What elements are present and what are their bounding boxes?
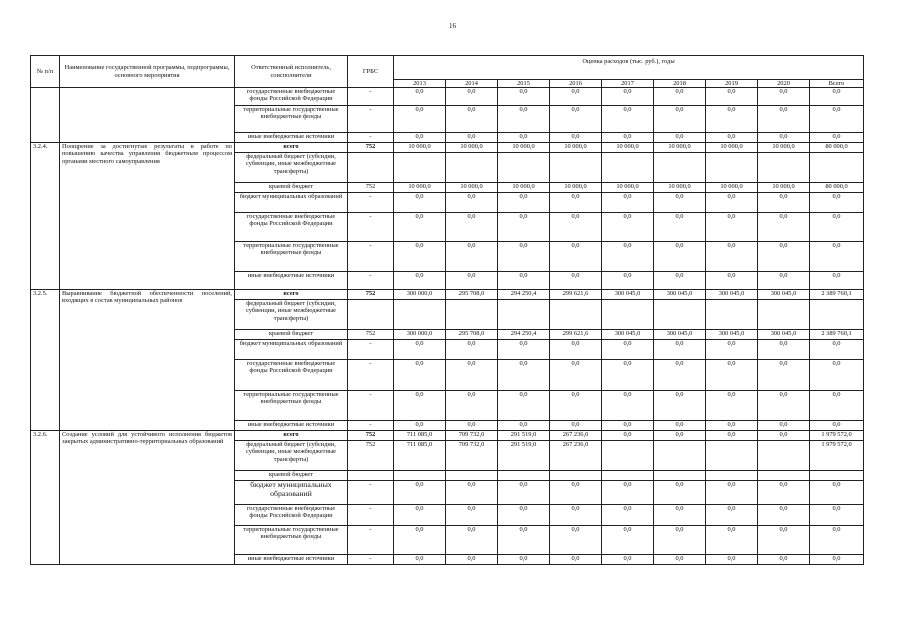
header-year: 2014 (446, 80, 498, 88)
funding-source: бюджет муниципальных образований (235, 193, 348, 213)
year-value: 0,0 (706, 555, 758, 565)
funding-source: государственные внебюджетные фонды Российской Федерации (235, 88, 348, 106)
year-value: 709 732,0 (446, 441, 498, 471)
year-value (602, 153, 654, 183)
year-value: 0,0 (654, 391, 706, 421)
year-value: 0,0 (706, 213, 758, 242)
year-value: 0,0 (706, 391, 758, 421)
total-value: 0,0 (810, 421, 864, 431)
year-value: 0,0 (758, 340, 810, 360)
year-value: 0,0 (706, 193, 758, 213)
year-value: 0,0 (706, 526, 758, 555)
total-value: 80 000,0 (810, 183, 864, 193)
year-value: 0,0 (602, 340, 654, 360)
year-value: 0,0 (706, 421, 758, 431)
grbs-code: - (348, 481, 394, 505)
year-value: 0,0 (706, 505, 758, 526)
year-value: 0,0 (758, 481, 810, 505)
year-value: 299 621,6 (550, 290, 602, 300)
year-value: 0,0 (550, 391, 602, 421)
grbs-code (348, 300, 394, 330)
year-value: 0,0 (758, 213, 810, 242)
year-value: 0,0 (550, 481, 602, 505)
year-value: 0,0 (706, 272, 758, 290)
year-value: 0,0 (498, 106, 550, 133)
year-value: 0,0 (706, 340, 758, 360)
year-value: 10 000,0 (758, 143, 810, 153)
year-value (758, 441, 810, 471)
grbs-code: - (348, 133, 394, 143)
year-value: 300 045,0 (654, 330, 706, 340)
total-value: 2 389 760,1 (810, 330, 864, 340)
total-value: 0,0 (810, 106, 864, 133)
year-value (394, 471, 446, 481)
year-value: 10 000,0 (446, 143, 498, 153)
total-value (810, 471, 864, 481)
year-value (654, 441, 706, 471)
year-value: 10 000,0 (550, 183, 602, 193)
total-value: 0,0 (810, 133, 864, 143)
year-value: 0,0 (654, 526, 706, 555)
year-value (498, 153, 550, 183)
year-value: 0,0 (550, 213, 602, 242)
funding-source: иные внебюджетные источники (235, 421, 348, 431)
item-number (31, 88, 60, 143)
year-value: 10 000,0 (706, 183, 758, 193)
year-value: 0,0 (550, 193, 602, 213)
header-name: Наименование государственной программы, подпрограммы, основного мероприятия (60, 56, 235, 88)
funding-source: иные внебюджетные источники (235, 555, 348, 565)
year-value (446, 153, 498, 183)
year-value: 0,0 (706, 360, 758, 391)
year-value: 0,0 (394, 272, 446, 290)
year-value: 0,0 (602, 106, 654, 133)
year-value: 0,0 (758, 360, 810, 391)
year-value: 0,0 (602, 421, 654, 431)
year-value (550, 300, 602, 330)
program-title: Выравнивание бюджетной обеспеченности поселений, входящих в состав муниципальных районов (60, 290, 235, 431)
year-value (394, 300, 446, 330)
year-value: 0,0 (550, 505, 602, 526)
year-value: 0,0 (602, 242, 654, 272)
item-number: 3.2.6. (31, 431, 60, 565)
year-value: 0,0 (446, 360, 498, 391)
total-value: 1 979 572,0 (810, 431, 864, 441)
year-value (654, 471, 706, 481)
year-value: 0,0 (550, 242, 602, 272)
header-year: 2017 (602, 80, 654, 88)
year-value: 10 000,0 (706, 143, 758, 153)
grbs-code: - (348, 242, 394, 272)
funding-source: иные внебюджетные источники (235, 272, 348, 290)
total-value: 0,0 (810, 340, 864, 360)
year-value: 709 732,0 (446, 431, 498, 441)
year-value: 0,0 (654, 481, 706, 505)
year-value: 300 045,0 (706, 330, 758, 340)
year-value (446, 300, 498, 330)
grbs-code: - (348, 193, 394, 213)
year-value: 300 045,0 (758, 330, 810, 340)
year-value: 0,0 (758, 133, 810, 143)
year-value: 0,0 (498, 242, 550, 272)
year-value: 300 045,0 (602, 290, 654, 300)
year-value: 0,0 (498, 526, 550, 555)
year-value: 0,0 (758, 193, 810, 213)
year-value: 0,0 (550, 421, 602, 431)
year-value (394, 153, 446, 183)
year-value: 0,0 (446, 106, 498, 133)
year-value: 10 000,0 (498, 143, 550, 153)
year-value: 0,0 (602, 88, 654, 106)
grbs-code: 752 (348, 183, 394, 193)
year-value: 0,0 (758, 88, 810, 106)
year-value (758, 471, 810, 481)
year-value: 300 000,0 (394, 290, 446, 300)
year-value: 0,0 (394, 391, 446, 421)
year-value: 0,0 (654, 242, 706, 272)
grbs-code: - (348, 505, 394, 526)
year-value: 0,0 (498, 193, 550, 213)
header-year: 2020 (758, 80, 810, 88)
total-value: 2 389 760,1 (810, 290, 864, 300)
year-value: 0,0 (654, 193, 706, 213)
year-value: 300 045,0 (758, 290, 810, 300)
grbs-code: - (348, 360, 394, 391)
year-value (602, 471, 654, 481)
year-value: 0,0 (394, 526, 446, 555)
year-value: 0,0 (498, 88, 550, 106)
year-value: 0,0 (550, 88, 602, 106)
year-value: 0,0 (446, 213, 498, 242)
grbs-code: 752 (348, 330, 394, 340)
year-value: 0,0 (446, 555, 498, 565)
funding-source: территориальные государственные внебюджетные фонды (235, 391, 348, 421)
grbs-code: 752 (348, 290, 394, 300)
year-value (498, 471, 550, 481)
item-number: 3.2.4. (31, 143, 60, 290)
funding-source: бюджет муниципальных образований (235, 340, 348, 360)
year-value: 0,0 (394, 88, 446, 106)
header-responsible: Ответственный исполнитель, соисполнители (235, 56, 348, 88)
funding-source: бюджет муниципальных образований (235, 481, 348, 505)
year-value: 0,0 (394, 505, 446, 526)
year-value (550, 153, 602, 183)
total-value: 0,0 (810, 193, 864, 213)
year-value: 267 236,0 (550, 431, 602, 441)
year-value: 0,0 (394, 481, 446, 505)
item-number: 3.2.5. (31, 290, 60, 431)
year-value: 0,0 (758, 421, 810, 431)
funding-source: краевой бюджет (235, 330, 348, 340)
year-value: 0,0 (706, 431, 758, 441)
year-value (706, 153, 758, 183)
funding-source: государственные внебюджетные фонды Российской Федерации (235, 213, 348, 242)
year-value (706, 441, 758, 471)
total-value: 0,0 (810, 242, 864, 272)
year-value (550, 471, 602, 481)
year-value: 0,0 (550, 340, 602, 360)
year-value: 0,0 (394, 360, 446, 391)
header-estimate: Оценка расходов (тыс. руб.), годы (394, 56, 864, 80)
program-title: Создание условий для устойчивого исполнения бюджетов закрытых административно-территориальных образований (60, 431, 235, 565)
year-value: 0,0 (654, 555, 706, 565)
year-value: 0,0 (394, 421, 446, 431)
year-value (602, 300, 654, 330)
year-value: 0,0 (446, 481, 498, 505)
year-value: 0,0 (706, 481, 758, 505)
year-value: 10 000,0 (758, 183, 810, 193)
year-value: 10 000,0 (550, 143, 602, 153)
total-value: 0,0 (810, 391, 864, 421)
year-value: 0,0 (498, 360, 550, 391)
year-value: 711 085,0 (394, 441, 446, 471)
year-value: 711 085,0 (394, 431, 446, 441)
total-value: 0,0 (810, 481, 864, 505)
year-value: 10 000,0 (602, 143, 654, 153)
total-value: 0,0 (810, 213, 864, 242)
table-row (31, 431, 864, 441)
year-value: 0,0 (706, 88, 758, 106)
year-value (758, 153, 810, 183)
funding-source: федеральный бюджет (субсидии, субвенции, иные межбюджетные трансферты) (235, 153, 348, 183)
year-value: 0,0 (602, 360, 654, 391)
total-value: 1 979 572,0 (810, 441, 864, 471)
year-value: 0,0 (498, 391, 550, 421)
year-value: 300 045,0 (654, 290, 706, 300)
year-value: 0,0 (498, 133, 550, 143)
year-value: 0,0 (498, 555, 550, 565)
year-value: 0,0 (654, 431, 706, 441)
year-value (602, 441, 654, 471)
year-value: 0,0 (654, 505, 706, 526)
year-value: 0,0 (550, 106, 602, 133)
year-value: 0,0 (446, 193, 498, 213)
grbs-code: 752 (348, 441, 394, 471)
table-row (31, 88, 864, 106)
year-value: 0,0 (654, 340, 706, 360)
total-value: 0,0 (810, 505, 864, 526)
program-title (60, 88, 235, 143)
year-value: 0,0 (758, 555, 810, 565)
year-value: 0,0 (758, 242, 810, 272)
year-value: 300 045,0 (706, 290, 758, 300)
year-value: 300 045,0 (602, 330, 654, 340)
funding-source: государственные внебюджетные фонды Российской Федерации (235, 360, 348, 391)
year-value: 0,0 (654, 133, 706, 143)
header-year: 2013 (394, 80, 446, 88)
year-value: 0,0 (446, 242, 498, 272)
year-value: 0,0 (498, 340, 550, 360)
year-value: 294 250,4 (498, 330, 550, 340)
year-value (758, 300, 810, 330)
grbs-code: - (348, 526, 394, 555)
year-value: 0,0 (654, 106, 706, 133)
year-value: 295 708,0 (446, 330, 498, 340)
grbs-code: 752 (348, 431, 394, 441)
table-row (31, 143, 864, 153)
funding-source: территориальные государственные внебюджетные фонды (235, 242, 348, 272)
year-value: 10 000,0 (394, 143, 446, 153)
year-value: 0,0 (394, 193, 446, 213)
year-value: 0,0 (550, 133, 602, 143)
year-value: 10 000,0 (654, 183, 706, 193)
year-value (706, 471, 758, 481)
year-value: 0,0 (602, 213, 654, 242)
header-year: 2015 (498, 80, 550, 88)
year-value: 294 250,4 (498, 290, 550, 300)
grbs-code: 752 (348, 143, 394, 153)
year-value: 0,0 (394, 106, 446, 133)
program-title: Поощрение за достигнутые результаты в работе по повышению качества управления бюджетным процессом органами местного самоуправления (60, 143, 235, 290)
total-value: 0,0 (810, 526, 864, 555)
total-value: 0,0 (810, 88, 864, 106)
year-value: 0,0 (602, 391, 654, 421)
year-value: 0,0 (550, 272, 602, 290)
year-value: 0,0 (758, 505, 810, 526)
year-value (654, 300, 706, 330)
year-value: 0,0 (706, 106, 758, 133)
total-value (810, 300, 864, 330)
funding-source: всего (235, 431, 348, 441)
year-value: 0,0 (602, 133, 654, 143)
grbs-code: - (348, 106, 394, 133)
funding-source: краевой бюджет (235, 471, 348, 481)
year-value: 0,0 (446, 272, 498, 290)
year-value: 291 519,0 (498, 441, 550, 471)
year-value: 0,0 (394, 213, 446, 242)
grbs-code (348, 153, 394, 183)
grbs-code: - (348, 340, 394, 360)
header-year: 2019 (706, 80, 758, 88)
year-value: 0,0 (498, 481, 550, 505)
header-num: № п/п (31, 56, 60, 88)
year-value: 0,0 (654, 272, 706, 290)
year-value: 295 708,0 (446, 290, 498, 300)
year-value: 291 519,0 (498, 431, 550, 441)
total-value: 80 000,0 (810, 143, 864, 153)
header-year: 2018 (654, 80, 706, 88)
year-value: 0,0 (550, 526, 602, 555)
year-value: 0,0 (446, 505, 498, 526)
year-value: 267 236,0 (550, 441, 602, 471)
year-value (498, 300, 550, 330)
grbs-code: - (348, 88, 394, 106)
year-value: 0,0 (446, 526, 498, 555)
year-value: 0,0 (394, 340, 446, 360)
year-value: 0,0 (498, 213, 550, 242)
year-value: 0,0 (602, 431, 654, 441)
funding-source: территориальные государственные внебюджетные фонды (235, 526, 348, 555)
year-value: 0,0 (602, 505, 654, 526)
year-value: 0,0 (706, 242, 758, 272)
year-value: 0,0 (394, 242, 446, 272)
expenditure-table (30, 55, 864, 565)
year-value: 0,0 (758, 431, 810, 441)
year-value: 0,0 (550, 360, 602, 391)
header-year: 2016 (550, 80, 602, 88)
year-value: 300 000,0 (394, 330, 446, 340)
year-value: 0,0 (758, 106, 810, 133)
year-value: 10 000,0 (498, 183, 550, 193)
year-value: 0,0 (498, 421, 550, 431)
year-value: 299 621,6 (550, 330, 602, 340)
funding-source: всего (235, 143, 348, 153)
funding-source: иные внебюджетные источники (235, 133, 348, 143)
year-value: 0,0 (602, 481, 654, 505)
total-value: 0,0 (810, 360, 864, 391)
funding-source: всего (235, 290, 348, 300)
table-row (31, 290, 864, 300)
year-value: 0,0 (446, 88, 498, 106)
total-value: 0,0 (810, 555, 864, 565)
total-value: 0,0 (810, 272, 864, 290)
year-value: 0,0 (446, 133, 498, 143)
year-value: 0,0 (602, 193, 654, 213)
header-year: Всего (810, 80, 864, 88)
grbs-code: - (348, 555, 394, 565)
year-value: 0,0 (602, 555, 654, 565)
year-value: 0,0 (394, 555, 446, 565)
funding-source: государственные внебюджетные фонды Российской Федерации (235, 505, 348, 526)
year-value (446, 471, 498, 481)
year-value (654, 153, 706, 183)
year-value: 0,0 (654, 88, 706, 106)
grbs-code: - (348, 391, 394, 421)
grbs-code (348, 471, 394, 481)
year-value: 0,0 (446, 391, 498, 421)
year-value: 0,0 (602, 526, 654, 555)
page-number: 16 (449, 22, 456, 30)
year-value: 0,0 (654, 421, 706, 431)
year-value: 0,0 (758, 272, 810, 290)
funding-source: территориальные государственные внебюджетные фонды (235, 106, 348, 133)
year-value: 0,0 (602, 272, 654, 290)
year-value: 0,0 (706, 133, 758, 143)
funding-source: федеральный бюджет (субсидии, субвенции, иные межбюджетные трансферты) (235, 441, 348, 471)
year-value: 0,0 (446, 340, 498, 360)
total-value (810, 153, 864, 183)
year-value: 10 000,0 (446, 183, 498, 193)
grbs-code: - (348, 421, 394, 431)
grbs-code: - (348, 213, 394, 242)
year-value: 0,0 (498, 505, 550, 526)
year-value: 0,0 (550, 555, 602, 565)
year-value (706, 300, 758, 330)
year-value: 0,0 (758, 526, 810, 555)
grbs-code: - (348, 272, 394, 290)
year-value: 0,0 (498, 272, 550, 290)
year-value: 10 000,0 (602, 183, 654, 193)
year-value: 10 000,0 (654, 143, 706, 153)
header-grbs: ГРБС (348, 56, 394, 88)
year-value: 0,0 (446, 421, 498, 431)
funding-source: федеральный бюджет (субсидии, субвенции, иные межбюджетные трансферты) (235, 300, 348, 330)
year-value: 0,0 (654, 360, 706, 391)
funding-source: краевой бюджет (235, 183, 348, 193)
year-value: 10 000,0 (394, 183, 446, 193)
year-value: 0,0 (758, 391, 810, 421)
year-value: 0,0 (394, 133, 446, 143)
year-value: 0,0 (654, 213, 706, 242)
